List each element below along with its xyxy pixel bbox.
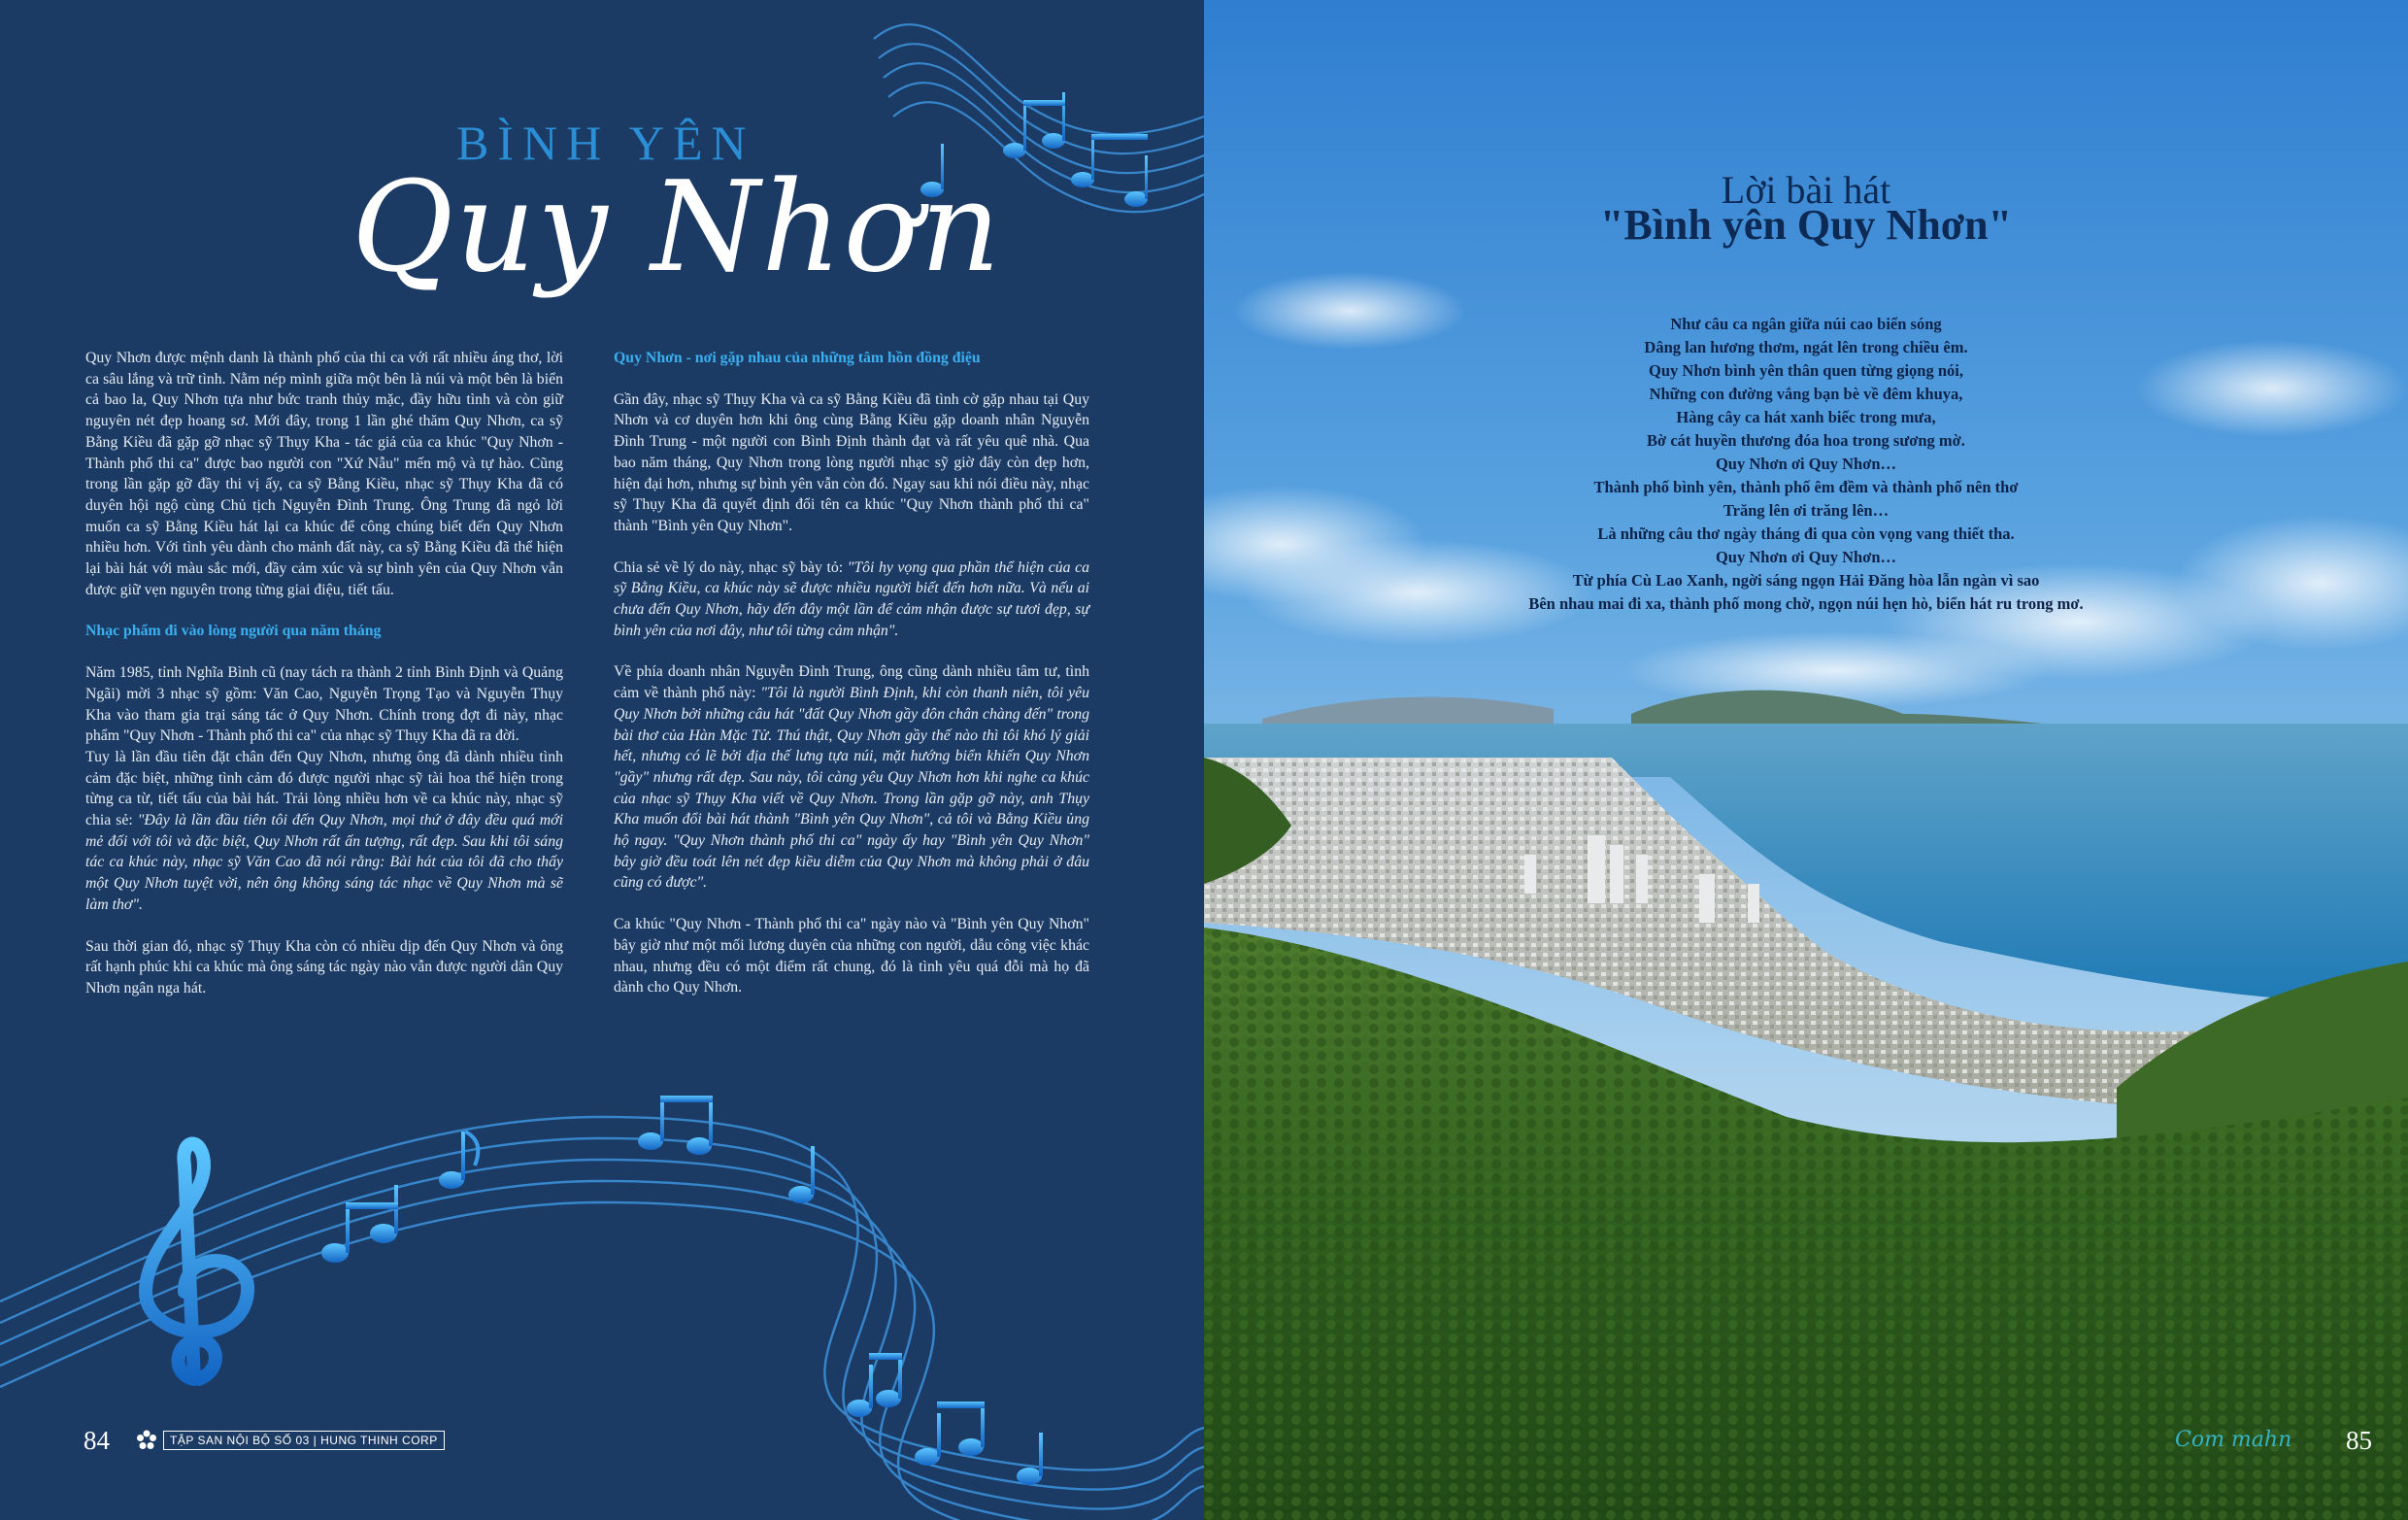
right-page	[1204, 0, 2408, 1520]
section-heading: Nhạc phẩm đi vào lòng người qua năm tháng	[85, 623, 382, 640]
lyric-line: Bên nhau mai đi xa, thành phố mong chờ, ngọn núi hẹn hò, biển hát ru trong mơ.	[1528, 594, 2084, 613]
paragraph	[85, 747, 563, 916]
section-heading: Quy Nhơn - nơi gặp nhau của những tâm hồn đồng điệu	[614, 350, 981, 366]
footer-brand	[136, 1430, 445, 1451]
lyric-line: Hàng cây ca hát xanh biếc trong mưa,	[1676, 408, 1936, 426]
article-column-2	[614, 348, 1089, 1019]
lyric-line: Trăng lên ơi trăng lên…	[1722, 501, 1890, 520]
bottom-notes	[321, 1096, 1043, 1485]
lyrics-title-line-1: Lời bài hát	[1721, 168, 1891, 212]
lyric-line: Dâng lan hương thơm, ngát lên trong chiều êm.	[1644, 338, 1968, 356]
paragraph: Gần đây, nhạc sỹ Thụy Kha và ca sỹ Bằng Kiều đã tình cờ gặp nhau tại Quy Nhơn và cơ duyên hơn khi ông cùng Bằng Kiều gặp doanh nhân Nguyễn Đình Trung - một người con Bình Định thành đạt và rất yêu quê nhà. Qua bao năm tháng, Quy Nhơn trong lòng người nhạc sỹ giờ đây còn đẹp hơn, hiện đại hơn, nhưng sự bình yên vẫn còn đó. Ngay sau khi nói điều này, nhạc sỹ Thụy Kha đã quyết định đổi tên ca khúc "Quy Nhơn thành phố thi ca" thành "Bình yên Quy Nhơn".	[614, 390, 1089, 534]
lyric-line: Từ phía Cù Lao Xanh, ngời sáng ngọn Hải Đăng hòa lẫn ngàn vì sao	[1572, 571, 2040, 590]
paragraph-text: Tuy là lần đầu tiên đặt chân đến Quy Nhơn, nhưng ông đã dành nhiều tình cảm đặc biệt, những tình cảm đó được người nhạc sỹ tài hoa thể hiện trong từng ca từ, tiết tấu của bài hát. Trải lòng nhiều hơn về ca khúc này, nhạc sỹ chia sẻ:	[85, 748, 563, 829]
treble-clef-icon	[146, 1144, 248, 1380]
lyrics-title-line-2: "Bình yên Quy Nhơn"	[1599, 201, 2013, 249]
lyrics-block	[1204, 313, 2408, 616]
quote-text: "Tôi hy vọng qua phần thể hiện của ca sỹ Bằng Kiều, ca khúc này sẽ được nhiều người biết đến hơn nữa. Và nếu ai chưa đến Quy Nhơn, hãy đến đây một lần để cảm nhận được sự tươi đẹp, sự bình yên của nơi đây, như tôi từng cảm nhận".	[614, 558, 1090, 639]
lyric-line: Quy Nhơn bình yên thân quen từng giọng nói,	[1649, 361, 1963, 380]
page-title: Quy Nhơn	[351, 155, 1003, 300]
paragraph: Quy Nhơn được mệnh danh là thành phố của thi ca với rất nhiều áng thơ, lời ca sâu lắng và trữ tình. Nằm nép mình giữa một bên là núi và một bên là biển cả bao la, Quy Nhơn tựa như bức tranh thủy mặc, đầy hữu tình và còn giữ nguyên nét đẹp hoang sơ. Mới đây, trong 1 lần ghé thăm Quy Nhơn, ca sỹ Bằng Kiều đã gặp gỡ nhạc sỹ Thụy Kha - tác giả của ca khúc "Quy Nhơn - Thành phố thi ca" được bao người con "Xứ Nẫu" mến mộ và tự hào. Cũng trong lần gặp gỡ đầy thi vị ấy, ca sỹ Bằng Kiều, nhạc sỹ Thụy Kha đã có duyên hội ngộ cùng Chủ tịch Nguyễn Đình Trung. Ông Trung đã ngỏ lời muốn ca sỹ Bằng Kiều hát lại ca khúc để công chúng biết đến Quy Nhơn nhiều hơn. Với tình yêu dành cho mảnh đất này, ca sỹ Bằng Kiều đã thể hiện lại bài hát với màu sắc mới, đầy cảm xúc và sự bình yên của Quy Nhơn vẫn được giữ vẹn nguyên trong từng giai điệu, tiết tấu.	[85, 350, 563, 598]
paragraph: Sau thời gian đó, nhạc sỹ Thụy Kha còn có nhiều dịp đến Quy Nhơn và ông rất hạnh phúc khi ca khúc mà ông sáng tác ngày nào vẫn được người dân Quy Nhơn ngân nga hát.	[85, 937, 563, 996]
paragraph: Ca khúc "Quy Nhơn - Thành phố thi ca" ngày nào và "Bình yên Quy Nhơn" bây giờ như một mối lương duyên của những con người, dẫu công việc khác nhau, nhưng đều có một điểm rất chung, đó là tình yêu quá đỗi mà họ đã dành cho Quy Nhơn.	[614, 916, 1089, 996]
title-kicker: BÌNH YÊN	[456, 116, 755, 170]
lyric-line: Là những câu thơ ngày tháng đi qua còn vọng vang thiết tha.	[1597, 524, 2015, 543]
flower-logo-icon	[136, 1430, 157, 1451]
lyric-line: Quy Nhơn ơi Quy Nhơn…	[1715, 455, 1897, 473]
article-column-1	[85, 348, 563, 1020]
page-number-left: 84	[84, 1426, 110, 1455]
paragraph-text: Về phía doanh nhân Nguyễn Đình Trung, ông cũng dành nhiều tâm tư, tình cảm về thành phố này:	[614, 663, 1089, 702]
signature-logo: Com mahn	[2175, 1428, 2292, 1452]
lyric-line: Quy Nhơn ơi Quy Nhơn…	[1715, 548, 1897, 566]
lyric-line: Như câu ca ngân giữa núi cao biển sóng	[1670, 315, 1942, 333]
footer-text: TẬP SAN NỘI BỘ SỐ 03 | HUNG THINH CORP	[163, 1431, 445, 1450]
paragraph	[614, 557, 1089, 642]
quote-text: "Tôi là người Bình Định, khi còn thanh niên, tôi yêu Quy Nhơn bởi những câu hát "đất Quy Nhơn gầy đôn chân chàng đến" trong bài thơ của Hàn Mặc Tử. Thú thật, Quy Nhơn gầy thế nào thì tôi khó lý giải hết, nhưng có lẽ bởi địa thế lưng tựa núi, mặt hướng biển khiến Quy Nhơn "gầy" nhưng rất đẹp. Sau này, tôi càng yêu Quy Nhơn hơn khi nghe ca khúc của nhạc sỹ Thụy Kha viết về Quy Nhơn. Trong lần gặp gỡ này, anh Thụy Kha muốn đổi bài hát thành "Bình yên Quy Nhơn", cả tôi và Bằng Kiều ủng hộ ngay. "Quy Nhơn thành phố thi ca" ngày ấy hay "Bình yên Quy Nhơn" bây giờ đều toát lên nét đẹp kiều diễm của Quy Nhơn mà không phải ở đâu cũng có được".	[614, 685, 1089, 892]
lyric-line: Thành phố bình yên, thành phố êm đềm và thành phố nên thơ	[1593, 478, 2019, 496]
lyric-line: Những con đường vắng bạn bè về đêm khuya,	[1649, 385, 1963, 403]
paragraph-text: Chia sẻ về lý do này, nhạc sỹ bày tỏ:	[614, 558, 848, 576]
lyric-line: Bờ cát huyền thương đóa hoa trong sương mờ.	[1647, 431, 1965, 450]
paragraph: Năm 1985, tỉnh Nghĩa Bình cũ (nay tách ra thành 2 tỉnh Bình Định và Quảng Ngãi) mời 3 nhạc sỹ gồm: Văn Cao, Nguyễn Trọng Tạo và Nguyễn Thụy Kha vào tham gia trại sáng tác ở Quy Nhơn. Chính trong đợt đi này, nhạc phẩm "Quy Nhơn - Thành phố thi ca" của nhạc sỹ Thụy Kha đã ra đời.	[85, 664, 563, 745]
page-number-right: 85	[2346, 1426, 2372, 1455]
paragraph	[614, 661, 1089, 894]
quote-text: "Đây là lần đầu tiên tôi đến Quy Nhơn, mọi thứ ở đây đều quá mới mẻ đối với tôi và đặc biệt, Quy Nhơn rất ấn tượng, rất đẹp. Sau khi tôi sáng tác ca khúc này, nhạc sỹ Văn Cao đã nói rằng: Bài hát của tôi đã cho thấy một Quy Nhơn tuyệt vời, nên ông không sáng tác nhạc về Quy Nhơn mà sẽ làm thơ".	[85, 812, 563, 913]
